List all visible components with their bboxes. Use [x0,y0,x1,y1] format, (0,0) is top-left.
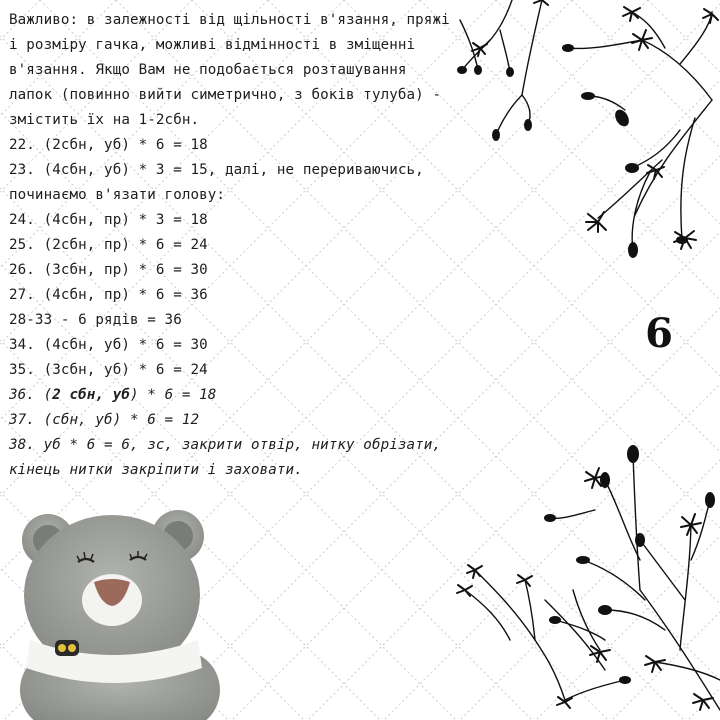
row-36 [9,383,479,408]
floral-branch-icon [455,440,720,720]
row-36-bold: 2 сбн, уб [52,387,130,403]
rows-28-33: 28-33 - 6 рядів = 36 [9,312,182,328]
row-38: 38. уб * 6 = 6, зс, закрити отвір, нитку обрізати, [9,437,442,453]
floral-branch-icon [450,0,720,270]
row-26: 26. (3сбн, пр) * 6 = 30 [9,262,208,278]
text-line: Важливо: в залежності від щільності в'язання, пряжі [9,12,450,28]
text-line: змістить їх на 1-2сбн. [9,112,200,128]
row-36-prefix: 36. ( [9,387,53,403]
text-line: кінець нитки закріпити і заховати. [9,462,303,478]
text-line: в'язання. Якщо Вам не подобається розташування [9,62,407,78]
text-line: лапок (повинно вийти симетрично, з боків тулуба) - [9,87,442,103]
row-34: 34. (4сбн, уб) * 6 = 30 [9,337,208,353]
row-36-suffix: ) * 6 = 18 [130,387,217,403]
text-line: і розміру гачка, можливі відмінності в зміщенні [9,37,416,53]
instructions-text [9,8,479,483]
row-37: 37. (сбн, уб) * 6 = 12 [9,412,200,428]
text-line: починаємо в'язати голову: [9,187,226,203]
row-22: 22. (2сбн, уб) * 6 = 18 [9,137,208,153]
row-24: 24. (4сбн, пр) * 3 = 18 [9,212,208,228]
row-25: 25. (2сбн, пр) * 6 = 24 [9,237,208,253]
row-27: 27. (4сбн, пр) * 6 = 36 [9,287,208,303]
row-23: 23. (4сбн, уб) * 3 = 15, далі, не перериваючись, [9,162,424,178]
row-35: 35. (3сбн, уб) * 6 = 24 [9,362,208,378]
crochet-bear-illustration [0,500,250,720]
page-number: 6 [645,310,673,357]
